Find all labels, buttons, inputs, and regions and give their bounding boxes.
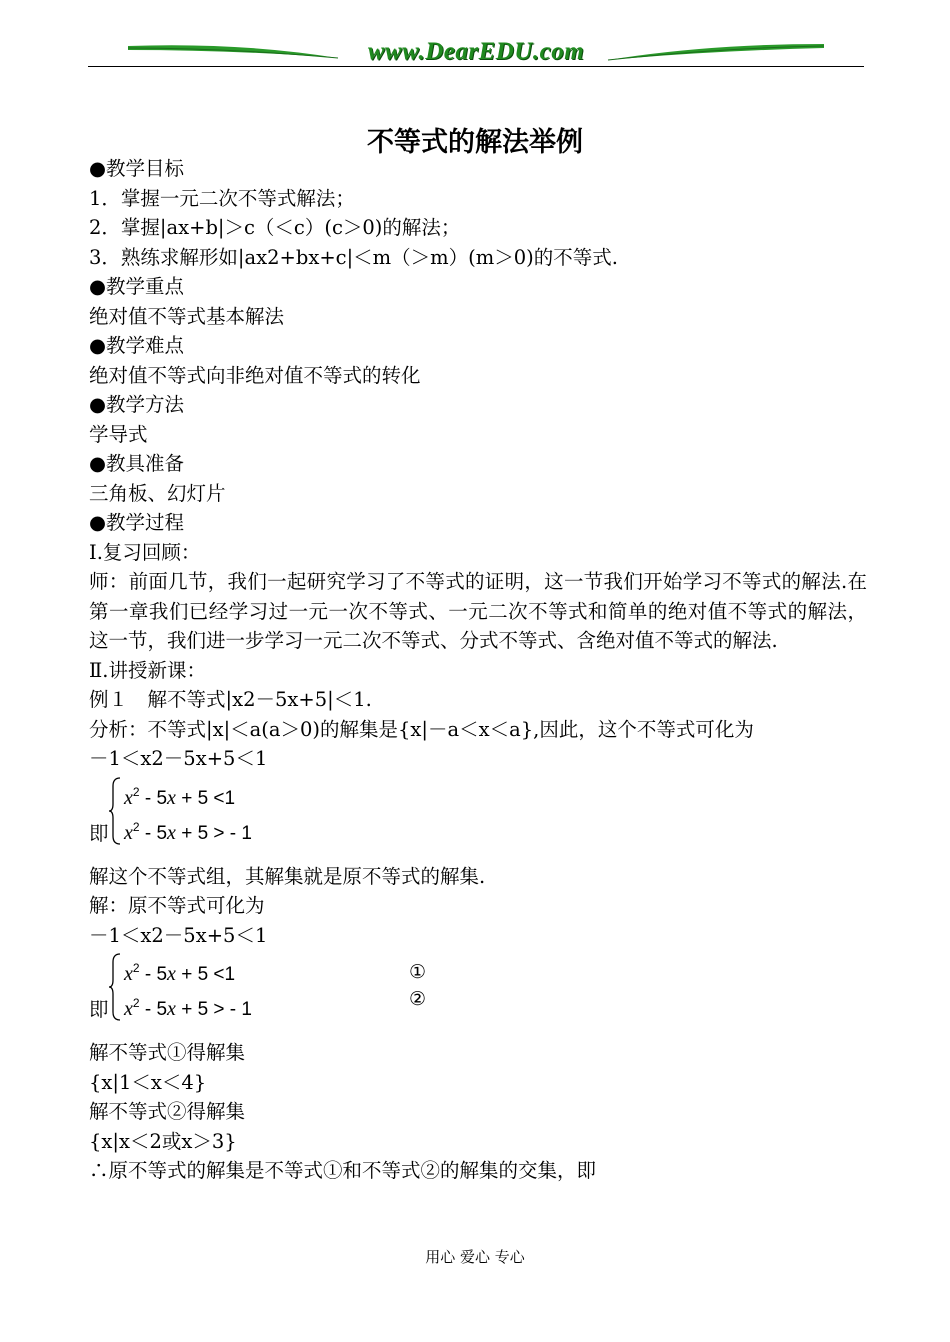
conclusion-line: ∴原不等式的解集是不等式①和不等式②的解集的交集，即	[89, 1159, 597, 1182]
inequality-line: －1＜x2－5x+5＜1	[89, 747, 268, 770]
system-equation-2: $x^2 - 5x + 5$ > - 1	[124, 819, 252, 844]
heading-tools: ●教具准备	[89, 452, 185, 475]
heading-methods: ●教学方法	[89, 393, 185, 416]
inequality-system-numbered	[89, 950, 867, 1025]
section-review: Ⅰ.复习回顾：	[89, 540, 201, 564]
text-line: 三角板、幻灯片	[89, 481, 226, 505]
site-logo: www.DearEDU.com	[367, 38, 585, 65]
text-line: 解这个不等式组，其解集就是原不等式的解集.	[89, 864, 486, 888]
text-line: 绝对值不等式向非绝对值不等式的转化	[89, 363, 421, 387]
heading-key-points: ●教学重点	[89, 275, 185, 298]
ji-label: 即	[89, 998, 109, 1021]
page-footer: 用心 爱心 专心	[425, 1248, 525, 1266]
ji-label: 即	[89, 821, 109, 845]
section-new-lesson: Ⅱ.讲授新课：	[89, 658, 206, 682]
document-title: 不等式的解法举例	[367, 127, 583, 158]
left-brace-icon	[108, 776, 122, 846]
circled-number-1: ①	[409, 961, 427, 983]
document-body	[89, 154, 867, 1186]
system-equation-1: $x^2 - 5x + 5 <1$	[124, 784, 236, 809]
goal-item: 1．掌握一元二次不等式解法；	[89, 186, 355, 210]
header-rule	[88, 66, 864, 67]
solution-start: 解：原不等式可化为	[89, 894, 265, 917]
paragraph-intro: 师：前面几节，我们一起研究学习了不等式的证明，这一节我们开始学习不等式的解法.在第一章我们已经学习过一元一次不等式、一元二次不等式和简单的绝对值不等式的解法，这一节，我们进一步学习一元二次不等式、分式不等式、含绝对值不等式的解法.	[89, 570, 867, 652]
system-equation-1: $x^2 - 5x + 5 <1$	[124, 961, 236, 985]
left-brace-icon	[108, 952, 122, 1022]
heading-process: ●教学过程	[89, 511, 185, 534]
analysis-line: 分析：不等式|x|＜a(a＞0)的解集是{x|－a＜x＜a},因此，这个不等式可化为	[89, 717, 754, 741]
text-line: 解不等式①得解集	[89, 1041, 246, 1064]
solution-set: {x|x＜2或x＞3}	[89, 1129, 237, 1153]
inequality-system	[89, 774, 867, 849]
goal-item: 2．掌握|ax+b|＞c（＜c）(c＞0)的解法；	[89, 216, 461, 239]
text-line: 学导式	[89, 422, 148, 446]
text-line: 绝对值不等式基本解法	[89, 304, 285, 328]
text-line: 解不等式②得解集	[89, 1100, 246, 1123]
heading-goals: ●教学目标	[89, 157, 185, 180]
inequality-line: －1＜x2－5x+5＜1	[89, 923, 268, 947]
solution-set: {x|1＜x＜4}	[89, 1070, 207, 1094]
circled-number-2: ②	[409, 988, 427, 1010]
system-equation-2: $x^2 - 5x + 5$ > - 1	[124, 996, 252, 1020]
example-statement: 例１ 解不等式|x2－5x+5|＜1.	[89, 688, 372, 711]
goal-item: 3．熟练求解形如|ax2+bx+c|＜m（＞m）(m＞0)的不等式.	[89, 245, 618, 269]
heading-difficulties: ●教学难点	[89, 334, 185, 357]
